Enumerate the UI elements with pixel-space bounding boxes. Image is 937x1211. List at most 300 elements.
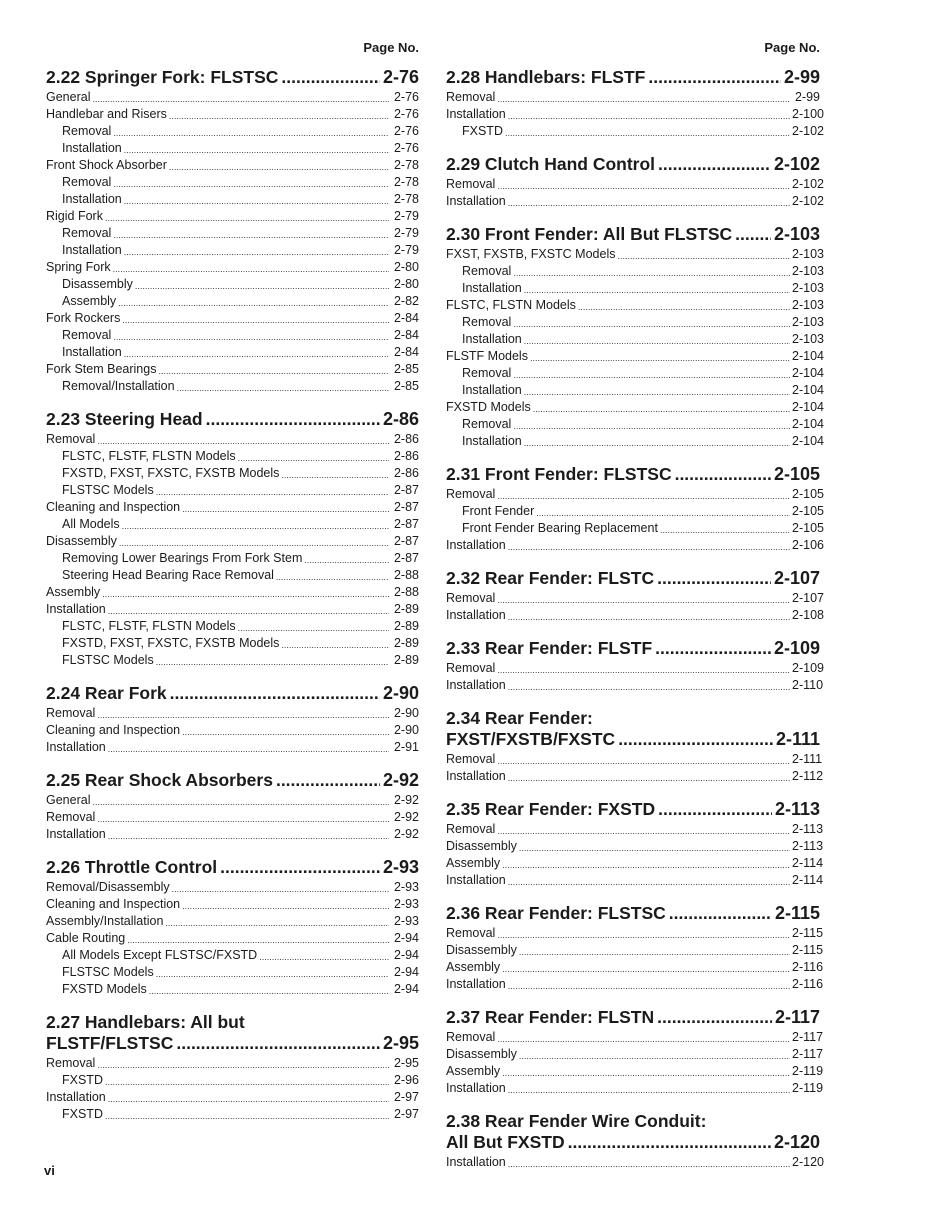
dot-leader (513, 318, 790, 331)
section-title-text: 2.29 Clutch Hand Control (446, 154, 656, 174)
section-title[interactable] (446, 464, 820, 485)
entry-label: Removal (462, 264, 512, 278)
entry-page-number: 2-119 (792, 1064, 824, 1078)
section-page-number: 2-113 (774, 799, 820, 819)
section-title-text-cont: FXST/FXSTB/FXSTC (446, 729, 616, 749)
entry-label: Removal (446, 822, 496, 836)
toc-subentry[interactable] (46, 1072, 419, 1089)
toc-section (46, 683, 419, 756)
entry-page-number: 2-104 (792, 349, 824, 363)
toc-entry[interactable] (446, 1029, 824, 1046)
toc-subentry[interactable] (46, 567, 419, 584)
toc-entry[interactable] (446, 1063, 824, 1080)
toc-subentry[interactable] (446, 503, 824, 520)
dot-leader (508, 611, 790, 624)
dot-leader (658, 154, 771, 175)
dot-leader (156, 656, 389, 669)
entry-label: Removal (62, 124, 112, 138)
toc-entry[interactable] (46, 208, 419, 225)
entry-page-number: 2-102 (792, 177, 824, 191)
toc-subentry[interactable] (46, 225, 419, 242)
toc-subentry[interactable] (46, 652, 419, 669)
dot-leader (513, 420, 790, 433)
toc-subentry[interactable] (46, 242, 419, 259)
dot-leader (568, 1132, 771, 1153)
entry-page-number: 2-88 (393, 585, 419, 599)
entry-page-number: 2-103 (792, 315, 824, 329)
entry-page-number: 2-114 (792, 873, 824, 887)
entry-label: Handlebar and Risers (46, 107, 167, 121)
section-title-text: 2.31 Front Fender: FLSTSC (446, 464, 672, 484)
entry-label: Removal (46, 432, 96, 446)
section-title-text: 2.30 Front Fender: All But FLSTSC (446, 224, 733, 244)
entry-label: Cleaning and Inspection (46, 500, 181, 514)
entry-page-number: 2-113 (792, 839, 824, 853)
section-title[interactable] (46, 1012, 419, 1054)
toc-entry[interactable] (446, 176, 824, 193)
dot-leader (519, 842, 790, 855)
dot-leader (657, 568, 771, 589)
toc-entry[interactable] (46, 809, 419, 826)
entry-label: Removal (446, 752, 496, 766)
entry-page-number: 2-82 (393, 294, 419, 308)
entry-label: Installation (446, 873, 506, 887)
entry-page-number: 2-93 (393, 914, 419, 928)
entry-page-number: 2-103 (792, 281, 824, 295)
entry-label: Installation (62, 192, 122, 206)
entry-page-number: 2-115 (792, 943, 824, 957)
toc-entry[interactable] (46, 106, 419, 123)
entry-page-number: 2-86 (393, 466, 419, 480)
dot-leader (177, 382, 389, 395)
dot-leader (238, 452, 389, 465)
entry-page-number: 2-90 (393, 706, 419, 720)
toc-subentry[interactable] (46, 276, 419, 293)
entry-page-number: 2-89 (393, 653, 419, 667)
entry-label: Spring Fork (46, 260, 111, 274)
entry-label: FXSTD, FXST, FXSTC, FXSTB Models (62, 636, 280, 650)
entry-label: Installation (446, 678, 506, 692)
section-title[interactable] (46, 67, 419, 88)
toc-entry[interactable] (446, 348, 824, 365)
section-title[interactable] (46, 770, 419, 791)
entry-page-number: 2-94 (393, 948, 419, 962)
entry-label: Installation (462, 383, 522, 397)
toc-entry[interactable] (446, 89, 820, 106)
entry-label: Rigid Fork (46, 209, 103, 223)
toc-entry[interactable] (46, 89, 419, 106)
dot-leader (113, 331, 389, 344)
section-title[interactable] (446, 1007, 820, 1028)
entry-label: General (46, 90, 91, 104)
entry-page-number: 2-93 (393, 880, 419, 894)
entry-page-number: 2-97 (393, 1090, 419, 1104)
toc-entry[interactable] (446, 1080, 824, 1097)
toc-subentry[interactable] (446, 416, 824, 433)
entry-label: Assembly (62, 294, 117, 308)
dot-leader (578, 301, 790, 314)
section-title[interactable] (46, 857, 419, 878)
entry-label: Assembly (46, 585, 101, 599)
toc-entry[interactable] (46, 739, 419, 756)
toc-subentry[interactable] (446, 314, 824, 331)
toc-subentry[interactable] (46, 981, 419, 998)
entry-label: FLSTSC Models (62, 965, 154, 979)
section-title[interactable] (446, 224, 820, 245)
toc-entry[interactable] (446, 925, 824, 942)
section-title-text: 2.38 Rear Fender Wire Conduit: (446, 1111, 707, 1131)
toc-entry[interactable] (46, 913, 419, 930)
section-title-text: 2.33 Rear Fender: FLSTF (446, 638, 653, 658)
toc-entry[interactable] (446, 297, 824, 314)
dot-leader (113, 178, 389, 191)
dot-leader (169, 161, 389, 174)
toc-entry[interactable] (446, 1046, 824, 1063)
entry-label: Installation (446, 608, 506, 622)
toc-subentry[interactable] (46, 947, 419, 964)
entry-label: Installation (46, 602, 106, 616)
entry-page-number: 2-79 (393, 243, 419, 257)
toc-entry[interactable] (46, 792, 419, 809)
toc-entry[interactable] (46, 722, 419, 739)
toc-entry[interactable] (46, 705, 419, 722)
toc-subentry[interactable] (46, 327, 419, 344)
toc-section (446, 568, 824, 624)
toc-entry[interactable] (446, 942, 824, 959)
dot-leader (92, 93, 389, 106)
toc-subentry[interactable] (446, 365, 824, 382)
dot-leader (127, 934, 389, 947)
section-page-number: 2-86 (382, 409, 419, 429)
entry-label: Cleaning and Inspection (46, 897, 181, 911)
toc-entry[interactable] (46, 879, 419, 896)
toc-entry[interactable] (446, 106, 824, 123)
dot-leader (502, 963, 790, 976)
entry-label: Removal (46, 1056, 96, 1070)
dot-leader (508, 681, 790, 694)
section-title-text-cont: All But FXSTD (446, 1132, 565, 1152)
toc-subentry[interactable] (446, 520, 824, 537)
section-page-number: 2-103 (773, 224, 820, 244)
dot-leader (118, 297, 389, 310)
toc-entry[interactable] (446, 1154, 824, 1171)
toc-sections (446, 67, 824, 1171)
toc-subentry[interactable] (46, 550, 419, 567)
dot-leader (657, 1007, 772, 1028)
dot-leader (502, 859, 790, 872)
entry-label: FLSTSC Models (62, 653, 154, 667)
toc-section (46, 770, 419, 843)
entry-label: Disassembly (46, 534, 117, 548)
entry-page-number: 2-103 (792, 264, 824, 278)
entry-page-number: 2-96 (393, 1073, 419, 1087)
page-no-heading: Page No. (764, 40, 820, 55)
toc-entry[interactable] (46, 1089, 419, 1106)
toc-subentry[interactable] (446, 382, 824, 399)
toc-entry[interactable] (46, 826, 419, 843)
toc-entry[interactable] (446, 660, 824, 677)
entry-page-number: 2-94 (393, 965, 419, 979)
entry-label: Removal/Disassembly (46, 880, 170, 894)
toc-sections (46, 67, 419, 1123)
toc-subentry[interactable] (446, 331, 824, 348)
dot-leader (497, 490, 790, 503)
dot-leader (97, 435, 389, 448)
dot-leader (508, 110, 790, 123)
entry-label: FXSTD Models (62, 982, 147, 996)
toc-entry[interactable] (46, 157, 419, 174)
section-page-number: 2-99 (783, 67, 820, 87)
entry-label: FLSTC, FLSTN Models (446, 298, 576, 312)
entry-label: Disassembly (446, 1047, 517, 1061)
entry-page-number: 2-104 (792, 400, 824, 414)
dot-leader (497, 93, 790, 106)
entry-page-number: 2-104 (792, 417, 824, 431)
dot-leader (497, 755, 790, 768)
toc-subentry[interactable] (46, 293, 419, 310)
toc-entry[interactable] (446, 976, 824, 993)
section-title[interactable] (446, 638, 820, 659)
toc-subentry[interactable] (46, 344, 419, 361)
entry-label: Installation (62, 141, 122, 155)
toc-entry[interactable] (446, 677, 824, 694)
dot-leader (675, 464, 771, 485)
toc-column-right (446, 38, 824, 1185)
entry-page-number: 2-116 (792, 977, 824, 991)
entry-label: Removal (62, 226, 112, 240)
entry-page-number: 2-87 (393, 483, 419, 497)
toc-entry[interactable] (446, 855, 824, 872)
entry-label: Steering Head Bearing Race Removal (62, 568, 274, 582)
toc-subentry[interactable] (46, 174, 419, 191)
toc-subentry[interactable] (46, 618, 419, 635)
entry-label: Front Fender (462, 504, 535, 518)
toc-subentry[interactable] (46, 1106, 419, 1123)
dot-leader (220, 857, 380, 878)
toc-section (446, 799, 824, 889)
section-page-number: 2-107 (773, 568, 820, 588)
section-page-number: 2-102 (773, 154, 820, 174)
dot-leader (124, 348, 389, 361)
entry-label: General (46, 793, 91, 807)
toc-subentry[interactable] (446, 280, 824, 297)
toc-entry[interactable] (46, 499, 419, 516)
toc-subentry[interactable] (46, 191, 419, 208)
toc-entry[interactable] (46, 259, 419, 276)
dot-leader (108, 605, 389, 618)
section-title-text: 2.36 Rear Fender: FLSTSC (446, 903, 666, 923)
entry-page-number: 2-110 (792, 678, 824, 692)
entry-label: Removal (62, 175, 112, 189)
toc-entry[interactable] (46, 601, 419, 618)
toc-entry[interactable] (46, 930, 419, 947)
dot-leader (108, 743, 389, 756)
entry-label: Disassembly (62, 277, 133, 291)
section-title[interactable] (446, 1111, 820, 1153)
entry-page-number: 2-117 (792, 1030, 824, 1044)
dot-leader (508, 1158, 790, 1171)
entry-page-number: 2-97 (393, 1107, 419, 1121)
dot-leader (519, 946, 790, 959)
toc-section (446, 638, 824, 694)
entry-page-number: 2-114 (792, 856, 824, 870)
toc-subentry[interactable] (46, 516, 419, 533)
section-title[interactable] (46, 683, 419, 704)
entry-label: FLSTSC Models (62, 483, 154, 497)
toc-entry[interactable] (446, 959, 824, 976)
section-page-number: 2-115 (774, 903, 820, 923)
dot-leader (119, 537, 389, 550)
entry-label: Disassembly (446, 839, 517, 853)
toc-entry[interactable] (46, 533, 419, 550)
entry-page-number: 2-84 (393, 345, 419, 359)
section-title-text: 2.26 Throttle Control (46, 857, 218, 877)
dot-leader (513, 267, 790, 280)
toc-section (446, 708, 824, 785)
section-title[interactable] (46, 409, 419, 430)
section-title[interactable] (446, 568, 820, 589)
entry-page-number: 2-78 (393, 192, 419, 206)
toc-section (446, 1007, 824, 1097)
entry-label: Removal (446, 926, 496, 940)
entry-label: Cable Routing (46, 931, 126, 945)
toc-entry[interactable] (46, 1055, 419, 1072)
dot-leader (519, 1050, 790, 1063)
entry-label: Installation (446, 538, 506, 552)
entry-label: Removal (446, 487, 496, 501)
entry-page-number: 2-105 (792, 504, 824, 518)
toc-entry[interactable] (446, 486, 824, 503)
section-page-number: 2-93 (382, 857, 419, 877)
section-title[interactable] (446, 154, 820, 175)
dot-leader (108, 1093, 389, 1106)
entry-page-number: 2-78 (393, 175, 419, 189)
entry-label: Removal (462, 417, 512, 431)
dot-leader (735, 224, 771, 245)
dot-leader (105, 1110, 389, 1123)
entry-page-number: 2-87 (393, 551, 419, 565)
toc-entry[interactable] (446, 821, 824, 838)
entry-label: All Models Except FLSTSC/FXSTD (62, 948, 258, 962)
entry-page-number: 2-92 (393, 810, 419, 824)
dot-leader (660, 524, 790, 537)
entry-page-number: 2-89 (393, 636, 419, 650)
entry-label: Installation (446, 1155, 506, 1169)
entry-page-number: 2-99 (794, 90, 820, 104)
dot-leader (304, 554, 389, 567)
entry-page-number: 2-107 (792, 591, 824, 605)
entry-label: FXSTD, FXST, FXSTC, FXSTB Models (62, 466, 280, 480)
toc-entry[interactable] (46, 361, 419, 378)
dot-leader (97, 709, 389, 722)
entry-page-number: 2-104 (792, 434, 824, 448)
entry-label: All Models (62, 517, 120, 531)
toc-subentry[interactable] (446, 123, 824, 140)
section-page-number: 2-90 (382, 683, 419, 703)
entry-label: FLSTC, FLSTF, FLSTN Models (62, 449, 236, 463)
entry-page-number: 2-108 (792, 608, 824, 622)
entry-page-number: 2-80 (393, 260, 419, 274)
entry-label: Installation (46, 740, 106, 754)
toc-subentry[interactable] (46, 635, 419, 652)
entry-label: Removing Lower Bearings From Fork Stem (62, 551, 303, 565)
entry-label: Installation (46, 827, 106, 841)
dot-leader (135, 280, 389, 293)
entry-page-number: 2-76 (393, 141, 419, 155)
entry-label: Installation (446, 977, 506, 991)
dot-leader (655, 638, 771, 659)
entry-label: Removal (446, 661, 496, 675)
toc-entry[interactable] (446, 399, 824, 416)
section-page-number: 2-120 (773, 1132, 820, 1152)
entry-page-number: 2-87 (393, 534, 419, 548)
section-title[interactable] (446, 708, 820, 750)
dot-leader (497, 594, 790, 607)
section-title[interactable] (446, 67, 820, 88)
toc-entry[interactable] (446, 607, 824, 624)
dot-leader (617, 250, 790, 263)
toc-subentry[interactable] (46, 482, 419, 499)
toc-section (46, 857, 419, 998)
toc-entry[interactable] (446, 768, 824, 785)
entry-page-number: 2-115 (792, 926, 824, 940)
toc-section (446, 154, 824, 210)
entry-page-number: 2-112 (792, 769, 824, 783)
toc-entry[interactable] (446, 751, 823, 768)
section-title[interactable] (446, 799, 820, 820)
footer-page-number: vi (44, 1163, 55, 1178)
toc-entry[interactable] (46, 584, 419, 601)
toc-section (446, 224, 824, 450)
toc-entry[interactable] (46, 310, 419, 327)
section-title[interactable] (446, 903, 820, 924)
toc-entry[interactable] (446, 246, 824, 263)
entry-label: Cleaning and Inspection (46, 723, 181, 737)
dot-leader (182, 726, 389, 739)
toc-subentry[interactable] (446, 433, 824, 450)
entry-page-number: 2-80 (393, 277, 419, 291)
entry-page-number: 2-105 (792, 521, 824, 535)
entry-label: Removal (446, 177, 496, 191)
toc-subentry[interactable] (46, 448, 419, 465)
toc-subentry[interactable] (46, 964, 419, 981)
toc-subentry[interactable] (46, 123, 419, 140)
toc-entry[interactable] (446, 590, 824, 607)
section-page-number: 2-109 (773, 638, 820, 658)
entry-page-number: 2-79 (393, 226, 419, 240)
toc-entry[interactable] (46, 896, 419, 913)
toc-subentry[interactable] (46, 140, 419, 157)
section-title-text: 2.34 Rear Fender: (446, 708, 593, 728)
section-page-number: 2-92 (382, 770, 419, 790)
toc-subentry[interactable] (46, 378, 419, 395)
dot-leader (533, 403, 790, 416)
section-page-number: 2-95 (382, 1033, 419, 1053)
toc-entry[interactable] (446, 193, 824, 210)
entry-label: Installation (62, 345, 122, 359)
toc-entry[interactable] (446, 838, 824, 855)
toc-entry[interactable] (46, 431, 419, 448)
entry-page-number: 2-86 (393, 432, 419, 446)
toc-section (46, 67, 419, 395)
entry-page-number: 2-92 (393, 793, 419, 807)
toc-entry[interactable] (446, 872, 824, 889)
toc-subentry[interactable] (446, 263, 824, 280)
toc-entry[interactable] (446, 537, 824, 554)
section-title-text: 2.24 Rear Fork (46, 683, 167, 703)
toc-subentry[interactable] (46, 465, 419, 482)
section-title-text-cont: FLSTF/FLSTSC (46, 1033, 174, 1053)
